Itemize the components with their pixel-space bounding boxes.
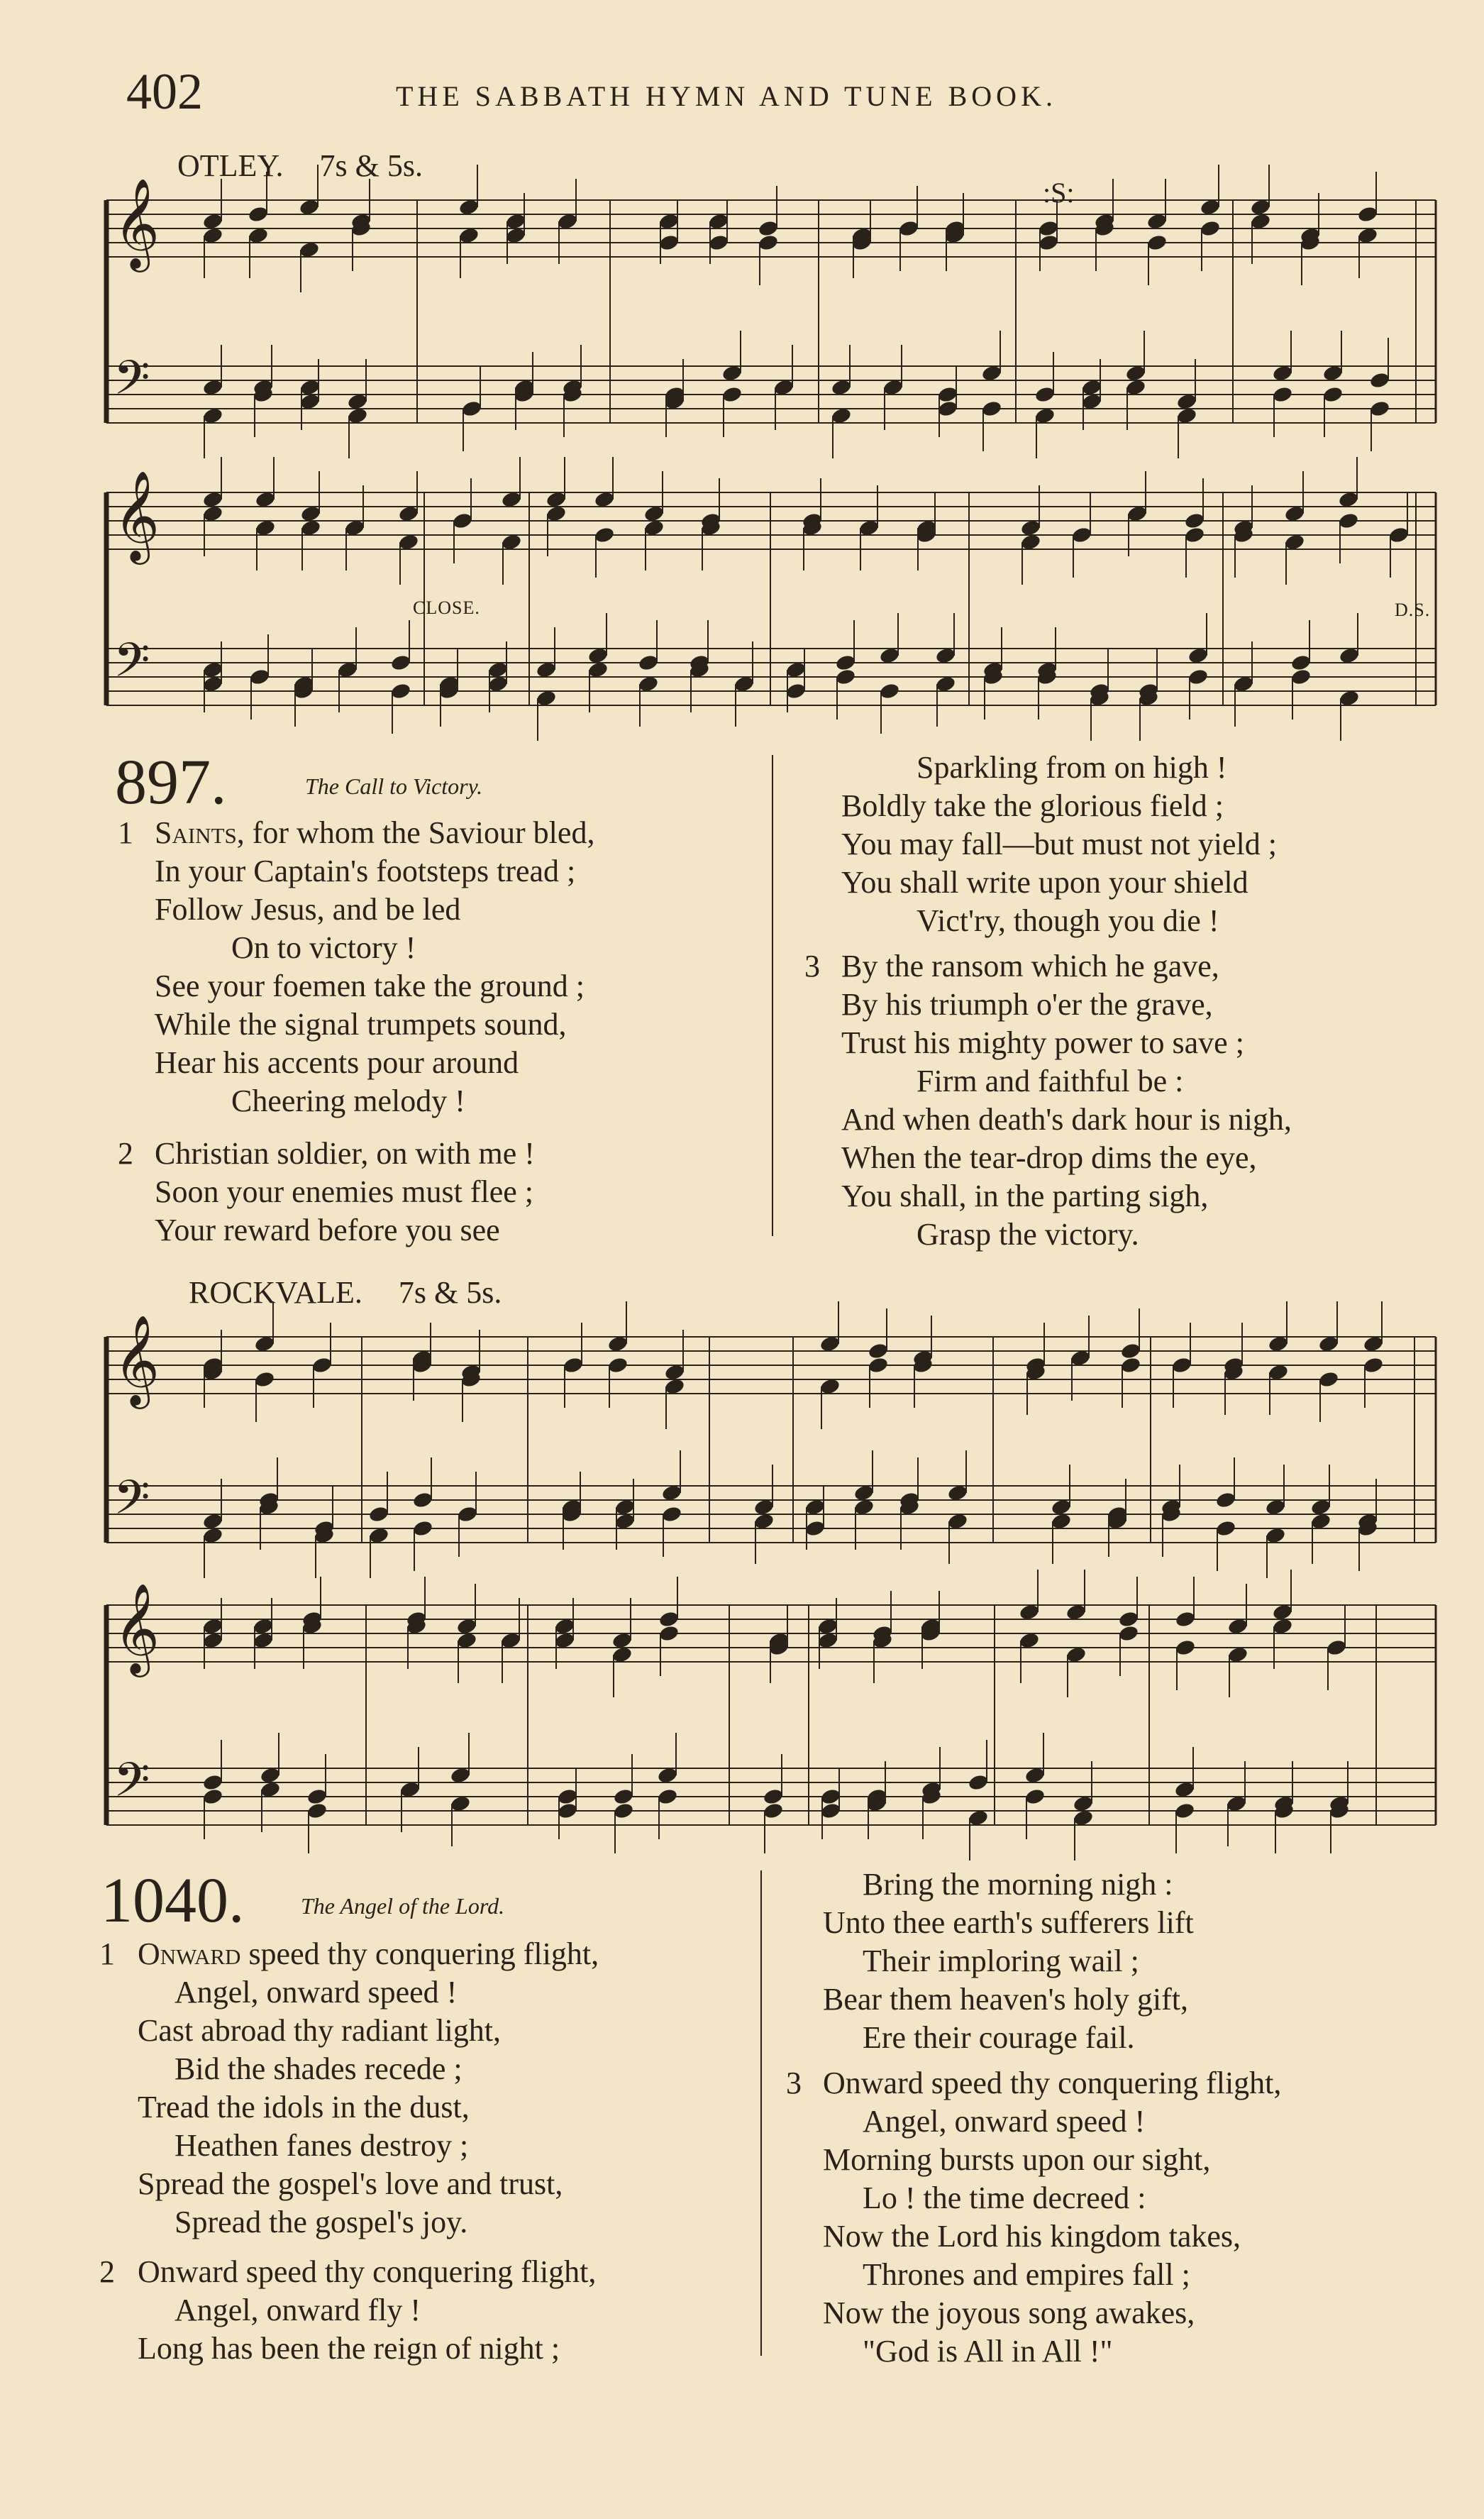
note-head	[607, 1356, 629, 1374]
note-head	[1290, 654, 1312, 672]
verse-line: On to victory !	[231, 930, 416, 965]
bass-clef: 𝄢	[113, 633, 150, 699]
note-head	[820, 1802, 842, 1820]
note-head	[557, 1802, 579, 1820]
note-head	[461, 399, 483, 418]
note-head	[1200, 219, 1222, 238]
treble-clef: 𝄞	[113, 1314, 160, 1405]
verse-line: Lo ! the time decreed :	[863, 2181, 1146, 2215]
note-head	[557, 1787, 579, 1806]
note-head	[311, 1356, 333, 1374]
verse-line: Bear them heaven's holy gift,	[823, 1982, 1189, 2017]
verse-line: Soon your enemies must flee ;	[155, 1174, 534, 1209]
note-head	[1184, 526, 1206, 544]
verse-line: Cheering melody !	[231, 1084, 465, 1118]
tune-name: ROCKVALE.	[189, 1275, 362, 1310]
note-head	[390, 682, 412, 700]
verse-number: 3	[786, 2066, 802, 2100]
note-head	[1388, 526, 1410, 544]
verse-line: Now the Lord his kingdom takes,	[823, 2219, 1241, 2254]
note-head	[1171, 1356, 1193, 1374]
hymn-number: 897.	[115, 747, 227, 817]
tune-title-rockvale	[189, 1274, 502, 1311]
verse-line: You shall write upon your shield	[841, 865, 1248, 900]
verse-number: 1	[99, 1936, 115, 1971]
verse-line: See your foemen take the ground ;	[155, 969, 585, 1003]
note-head	[594, 526, 616, 544]
verse-line: Long has been the reign of night ;	[138, 2331, 560, 2366]
verse-line: Spread the gospel's joy.	[175, 2205, 468, 2239]
note-head	[1118, 1610, 1140, 1628]
first-word: Saints,	[155, 815, 245, 850]
note-head	[613, 1787, 635, 1806]
note-head	[202, 1787, 224, 1806]
verse-line: Bring the morning nigh :	[863, 1867, 1173, 1902]
note-head	[937, 399, 959, 418]
hymn-number: 1040.	[101, 1865, 245, 1936]
note-head	[708, 233, 730, 252]
note-head	[1024, 1787, 1046, 1806]
hymn-title: The Call to Victory.	[305, 773, 483, 799]
note-head	[658, 1610, 680, 1628]
note-head	[835, 668, 857, 686]
note-head	[981, 399, 1003, 418]
note-head	[1187, 668, 1209, 686]
note-head	[661, 1505, 683, 1523]
verse-line: When the tear-drop dims the eye,	[841, 1140, 1257, 1175]
verse-line: Onward speed thy conquering flight,	[823, 2066, 1282, 2100]
note-head	[390, 654, 412, 672]
note-head	[1175, 1638, 1197, 1657]
note-head	[868, 1356, 890, 1374]
note-head	[937, 385, 959, 404]
note-head	[1071, 526, 1093, 544]
verse-line: Angel, onward speed !	[863, 2104, 1146, 2139]
verse-line: While the signal trumpets sound,	[155, 1007, 567, 1042]
note-head	[658, 233, 680, 252]
verse-line: Your reward before you see	[155, 1213, 500, 1247]
bass-clef: 𝄢	[113, 1753, 150, 1819]
ds-mark: D.S.	[1395, 600, 1431, 620]
verse-line: Onward speed thy conquering flight,	[138, 1936, 599, 1971]
verse-line: Their imploring wail ;	[863, 1944, 1139, 1978]
verse-line: You shall, in the parting sigh,	[841, 1179, 1209, 1213]
note-head	[1369, 399, 1391, 418]
verse-line: Thrones and empires fall ;	[863, 2257, 1190, 2292]
running-title: THE SABBATH HYMN AND TUNE BOOK.	[396, 80, 1057, 112]
verse-line: You may fall—but must not yield ;	[841, 827, 1277, 861]
verse-line: Grasp the victory.	[917, 1217, 1139, 1252]
note-head	[1318, 1370, 1340, 1389]
note-head	[1369, 371, 1391, 390]
verse-line: Heathen fanes destroy ;	[175, 2128, 469, 2163]
note-head	[763, 1802, 785, 1820]
treble-clef: 𝄞	[113, 470, 160, 561]
verse-number: 3	[804, 949, 820, 983]
verse-line: Bid the shades recede ;	[175, 2051, 463, 2086]
verse-line: Follow Jesus, and be led	[155, 892, 461, 927]
note-head	[1272, 385, 1294, 404]
note-head	[1215, 1491, 1237, 1509]
note-head	[1120, 1342, 1142, 1360]
note-head	[1175, 1610, 1197, 1628]
verse-line: Christian soldier, on with me !	[155, 1136, 535, 1171]
note-head	[898, 219, 920, 238]
note-head	[1290, 668, 1312, 686]
note-head	[638, 654, 660, 672]
note-head	[1322, 385, 1344, 404]
note-head	[1038, 233, 1060, 252]
note-head	[1357, 205, 1379, 224]
note-head	[1120, 1356, 1142, 1374]
treble-clef: 𝄞	[113, 1582, 160, 1673]
note-head	[1118, 1624, 1140, 1643]
note-head	[1184, 512, 1206, 530]
verse-line: Onward speed thy conquering flight,	[138, 2254, 597, 2289]
column-divider	[760, 1870, 762, 2356]
verse-line: Cast abroad thy radiant light,	[138, 2013, 501, 2048]
verse-line: Morning bursts upon our sight,	[823, 2142, 1211, 2177]
tune-meter: 7s & 5s.	[398, 1275, 502, 1310]
note-head	[1363, 1356, 1385, 1374]
note-head	[1146, 233, 1168, 252]
note-head	[758, 233, 780, 252]
note-head	[412, 1491, 434, 1509]
note-head	[968, 1773, 990, 1792]
note-head	[804, 1519, 826, 1538]
note-head	[879, 682, 901, 700]
note-head	[1038, 219, 1060, 238]
verse-line: "God is All in All !"	[863, 2334, 1113, 2369]
verse-line: Sparkling from on high !	[917, 750, 1227, 785]
page-number: 402	[126, 63, 203, 120]
note-head	[1034, 385, 1056, 404]
note-head	[563, 1356, 585, 1374]
verse-line: Firm and faithful be :	[917, 1064, 1184, 1098]
verse-line: Angel, onward speed !	[175, 1975, 458, 2010]
verse-line: In your Captain's footsteps tread ;	[155, 854, 576, 888]
note-head	[306, 1802, 328, 1820]
verse-line: And when death's dark hour is nigh,	[841, 1102, 1292, 1137]
note-head	[835, 654, 857, 672]
verse-number: 2	[118, 1136, 133, 1171]
verse-line: By his triumph o'er the grave,	[841, 987, 1213, 1022]
verse-number: 1	[118, 815, 133, 850]
note-head	[785, 682, 807, 700]
note-head	[202, 1773, 224, 1792]
tune-meter: 7s & 5s.	[319, 148, 423, 183]
verse-line: Trust his mighty power to save ;	[841, 1025, 1244, 1060]
note-head	[254, 1370, 276, 1389]
note-head	[412, 1519, 434, 1538]
note-head	[763, 1787, 785, 1806]
column-divider	[772, 755, 773, 1236]
verse-line: Angel, onward fly !	[175, 2293, 421, 2327]
segno-mark: :S:	[1043, 177, 1075, 209]
treble-clef: 𝄞	[113, 177, 160, 268]
note-head	[249, 668, 271, 686]
note-head	[721, 385, 743, 404]
verse-line: Tread the idols in the dust,	[138, 2090, 470, 2124]
note-head	[820, 1787, 842, 1806]
note-head	[658, 1624, 680, 1643]
verse-line: Vict'ry, though you die !	[917, 903, 1219, 938]
bass-clef: 𝄢	[113, 1470, 150, 1536]
verse-number: 2	[99, 2254, 115, 2289]
note-head	[758, 219, 780, 238]
note-head	[868, 1342, 890, 1360]
first-word: Onward	[138, 1936, 241, 1971]
verse-line: Hear his accents pour around	[155, 1045, 519, 1080]
verse-line: Ere their courage fail.	[863, 2020, 1135, 2055]
verse-line: Spread the gospel's love and trust,	[138, 2166, 563, 2201]
note-head	[1338, 512, 1360, 530]
verse-line: Now the joyous song awakes,	[823, 2295, 1195, 2330]
note-head	[457, 1505, 479, 1523]
verse-line: Unto thee earth's sufferers lift	[823, 1905, 1194, 1940]
note-head	[368, 1505, 390, 1523]
note-head	[613, 1802, 635, 1820]
bass-clef: 𝄢	[113, 351, 150, 417]
note-head	[452, 512, 474, 530]
verse-line: Boldly take the glorious field ;	[841, 788, 1224, 823]
note-head	[306, 1787, 328, 1806]
note-head	[657, 1787, 679, 1806]
verse-line: Saints, for whom the Saviour bled,	[155, 815, 595, 850]
note-head	[1174, 1802, 1196, 1820]
hymn-title: The Angel of the Lord.	[301, 1893, 505, 1919]
close-mark: CLOSE.	[413, 597, 480, 618]
verse-line: By the ransom which he gave,	[841, 949, 1219, 983]
note-head	[1215, 1519, 1237, 1538]
note-head	[1326, 1638, 1348, 1657]
tune-name: OTLEY.	[177, 148, 284, 183]
note-head	[248, 205, 270, 224]
